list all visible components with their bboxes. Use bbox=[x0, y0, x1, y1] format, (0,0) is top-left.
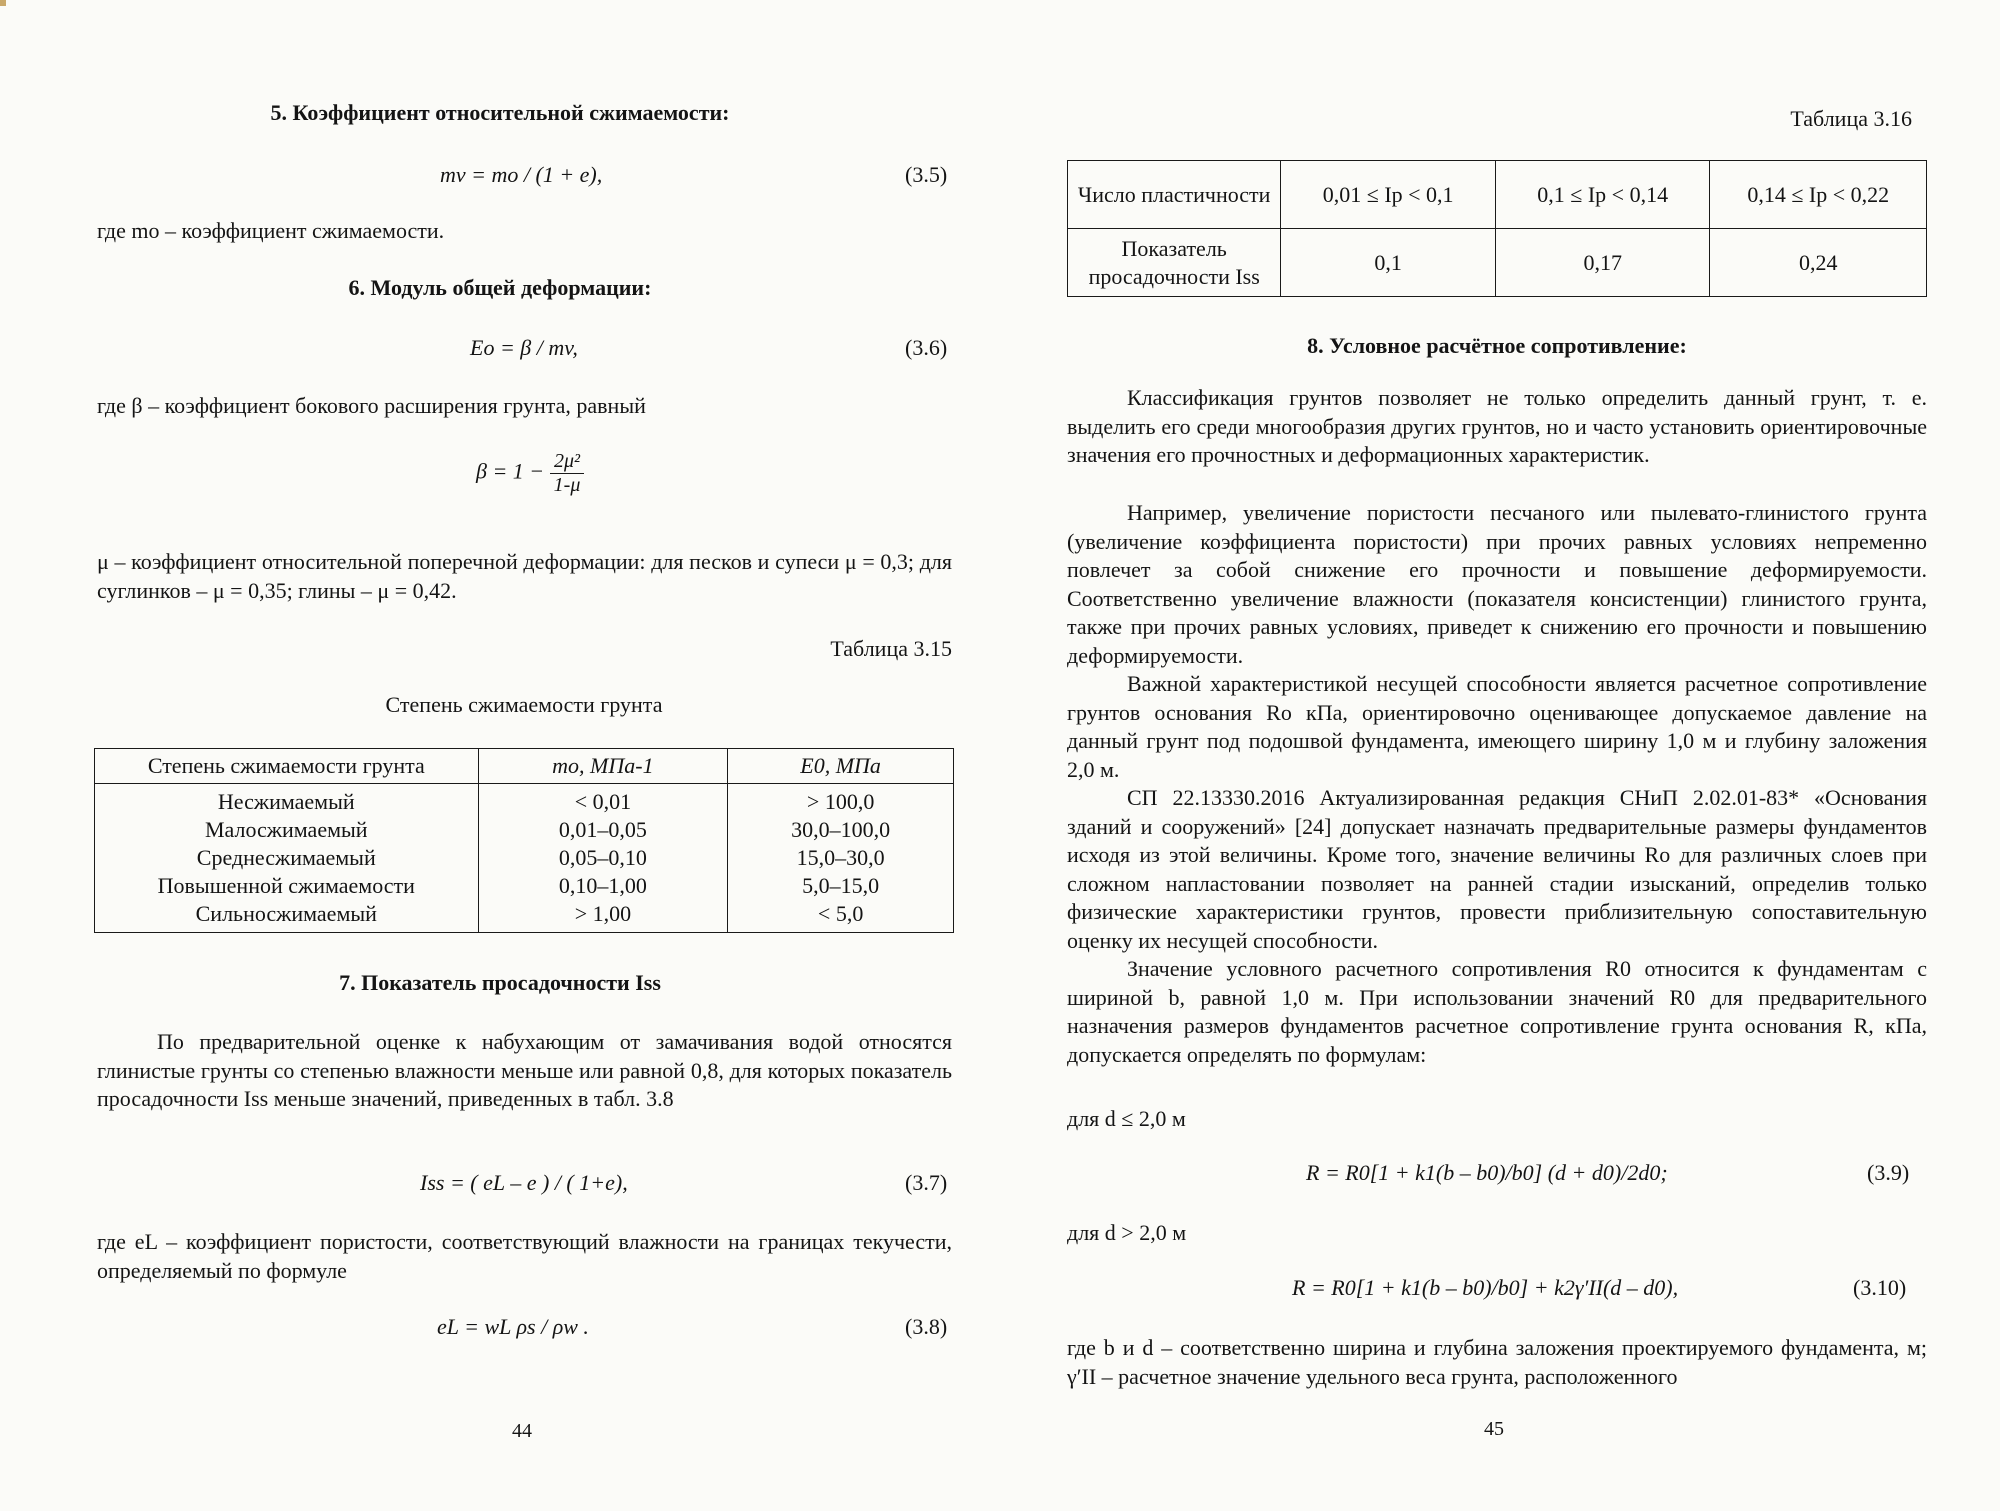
paragraph-1 bbox=[1067, 384, 1927, 470]
formula-3-8: eL = wL ρs / ρw . bbox=[437, 1314, 589, 1339]
table-cell: 0,17 bbox=[1495, 229, 1710, 297]
page-number-44: 44 bbox=[512, 1420, 532, 1442]
where-eL-paragraph: где eL – коэффициент пористости, соответствующий влажности на границах текучести, определяемый по формуле bbox=[97, 1229, 952, 1283]
formula-3-10: R = R0[1 + k1(b – b0)/b0] + k2γ′II(d – d0), bbox=[1292, 1275, 1679, 1300]
table-cell: 30,0–100,0 bbox=[791, 817, 891, 842]
table-3-15-title: Степень сжимаемости грунта bbox=[385, 692, 663, 717]
formula-3-6: Eo = β / mv, bbox=[470, 335, 578, 360]
page-number-45: 45 bbox=[1484, 1418, 1504, 1440]
row-label-plasticity: Число пластичности bbox=[1068, 161, 1281, 229]
paragraph-2-text: Например, увеличение пористости песчаного или пылевато-глинистого грунта (увеличение коэффициента пористости) при прочих равных условиях непременно повлечет за собой снижение его прочности и повышение деформируемости. Соответственно увеличение влажности (показателя консистенции) глинистого грунта, также при прочих равных условиях, приведет к снижению его прочности и повышению деформируемости. bbox=[1067, 500, 1927, 668]
paragraph-3-text: Важной характеристикой несущей способности является расчетное сопротивление грунтов основания Ro кПа, ориентировочно оценивающее допускаемое давление на данный грунт под подошвой фундамента, имеющего ширину 1,0 м и глубину заложения 2,0 м. bbox=[1067, 671, 1927, 782]
table-cell: 0,1 bbox=[1281, 229, 1496, 297]
column-degree bbox=[95, 784, 479, 933]
condition-2: для d > 2,0 м bbox=[1067, 1220, 1187, 1245]
header-cell-e0: E0, МПа bbox=[728, 749, 954, 784]
paragraph-3 bbox=[1067, 670, 1927, 784]
paragraph-2 bbox=[1067, 499, 1927, 670]
table-cell: 5,0–15,0 bbox=[802, 873, 880, 898]
beta-formula bbox=[476, 450, 584, 497]
table-cell: 15,0–30,0 bbox=[796, 845, 885, 870]
table-3-16 bbox=[1067, 160, 1927, 297]
table-cell: 0,05–0,10 bbox=[558, 845, 647, 870]
formula-3-9: R = R0[1 + k1(b – b0)/b0] (d + d0)/2d0; bbox=[1306, 1160, 1668, 1185]
table-body-row bbox=[95, 784, 954, 933]
table-cell: 0,14 ≤ Ip < 0,22 bbox=[1710, 161, 1927, 229]
right-page bbox=[1000, 0, 2000, 1511]
beta-denominator: 1-μ bbox=[553, 474, 581, 496]
mu-paragraph: μ – коэффициент относительной поперечной деформации: для песков и супеси μ = 0,3; для суглинков – μ = 0,35; глины – μ = 0,42. bbox=[97, 549, 952, 603]
equation-number-3-9: (3.9) bbox=[1867, 1160, 1910, 1185]
table-cell: 0,01 ≤ Ip < 0,1 bbox=[1281, 161, 1496, 229]
paragraph-4-text: СП 22.13330.2016 Актуализированная редакция СНиП 2.02.01-83* «Основания зданий и сооружений» [24] допускает назначать предварительные размеры фундаментов исходя из этой величины. Кроме того, значение величины Ro для различных слоев при сложном напластовании позволяет на ранней стадии изысканий, определив только физические характеристики грунтов, провести приблизительную сопоставительную оценку их несущей способности. bbox=[1067, 785, 1927, 953]
table-cell: Малосжимаемый bbox=[205, 817, 368, 842]
column-mo bbox=[478, 784, 728, 933]
section7-paragraph bbox=[97, 1028, 952, 1114]
table-3-15 bbox=[94, 748, 954, 933]
formula-3-7: Iss = ( eL – e ) / ( 1+e), bbox=[420, 1170, 628, 1195]
beta-lhs: β = 1 − bbox=[476, 458, 545, 484]
table-cell: 0,10–1,00 bbox=[558, 873, 647, 898]
table-row-subsidence bbox=[1068, 229, 1927, 297]
row-label-subsidence: Показатель просадочности Iss bbox=[1068, 229, 1281, 297]
equation-number-3-8: (3.8) bbox=[905, 1314, 948, 1339]
table-header-row bbox=[95, 749, 954, 784]
equation-number-3-10: (3.10) bbox=[1853, 1275, 1907, 1300]
paragraph-1-text: Классификация грунтов позволяет не только определить данный грунт, т. е. выделить его среди многообразия других грунтов, но и часто установить ориентировочные значения его прочностных и деформационных характеристик. bbox=[1067, 385, 1927, 467]
table-cell: 0,01–0,05 bbox=[558, 817, 647, 842]
section8-heading: 8. Условное расчётное сопротивление: bbox=[1307, 333, 1687, 358]
table-cell: 0,1 ≤ Ip < 0,14 bbox=[1495, 161, 1710, 229]
column-e0 bbox=[728, 784, 954, 933]
section6-heading: 6. Модуль общей деформации: bbox=[348, 275, 652, 300]
last-paragraph: где b и d – соответственно ширина и глубина заложения проектируемого фундамента, м; γ′II – расчетное значение удельного веса грунта, расположенного bbox=[1067, 1335, 1927, 1389]
table-cell: > 1,00 bbox=[574, 901, 632, 926]
header-cell-degree: Степень сжимаемости грунта bbox=[95, 749, 479, 784]
table-3-15-number: Таблица 3.15 bbox=[830, 636, 952, 661]
table-cell: < 0,01 bbox=[574, 789, 632, 814]
equation-number-3-7: (3.7) bbox=[905, 1170, 948, 1195]
condition-1: для d ≤ 2,0 м bbox=[1067, 1106, 1186, 1131]
beta-numerator: 2μ² bbox=[550, 450, 585, 474]
formula-3-5: mv = mo / (1 + e), bbox=[440, 162, 603, 187]
beta-fraction bbox=[550, 450, 585, 497]
table-cell: Повышенной сжимаемости bbox=[157, 873, 415, 898]
equation-number-3-6: (3.6) bbox=[905, 335, 948, 360]
where-mo-text: где mo – коэффициент сжимаемости. bbox=[97, 218, 445, 243]
section5-heading: 5. Коэффициент относительной сжимаемости: bbox=[270, 100, 730, 125]
paragraph-5-text: Значение условного расчетного сопротивления R0 относится к фундаментам с шириной b, равной 1,0 м. При использовании значений R0 для предварительного назначения размеров фундаментов расчетное сопротивление грунта основания R, кПа, допускается определять по формулам: bbox=[1067, 956, 1927, 1067]
equation-number-3-5: (3.5) bbox=[905, 162, 948, 187]
table-cell: > 100,0 bbox=[806, 789, 875, 814]
table-cell: < 5,0 bbox=[817, 901, 864, 926]
table-row-plasticity bbox=[1068, 161, 1927, 229]
table-cell: Среднесжимаемый bbox=[196, 845, 376, 870]
section7-heading: 7. Показатель просадочности Iss bbox=[339, 970, 661, 995]
header-cell-mo: mo, МПа-1 bbox=[478, 749, 728, 784]
where-beta-text: где β – коэффициент бокового расширения грунта, равный bbox=[97, 393, 646, 418]
section7-text: По предварительной оценке к набухающим от замачивания водой относятся глинистые грунты со степенью влажности меньше или равной 0,8, для которых показатель просадочности Iss меньше значений, приведенных в табл. 3.8 bbox=[97, 1029, 952, 1111]
paragraph-4 bbox=[1067, 784, 1927, 955]
table-cell: 0,24 bbox=[1710, 229, 1927, 297]
paragraph-5 bbox=[1067, 955, 1927, 1069]
table-cell: Сильносжимаемый bbox=[195, 901, 377, 926]
table-3-16-number: Таблица 3.16 bbox=[1790, 106, 1912, 131]
table-cell: Несжимаемый bbox=[217, 789, 355, 814]
